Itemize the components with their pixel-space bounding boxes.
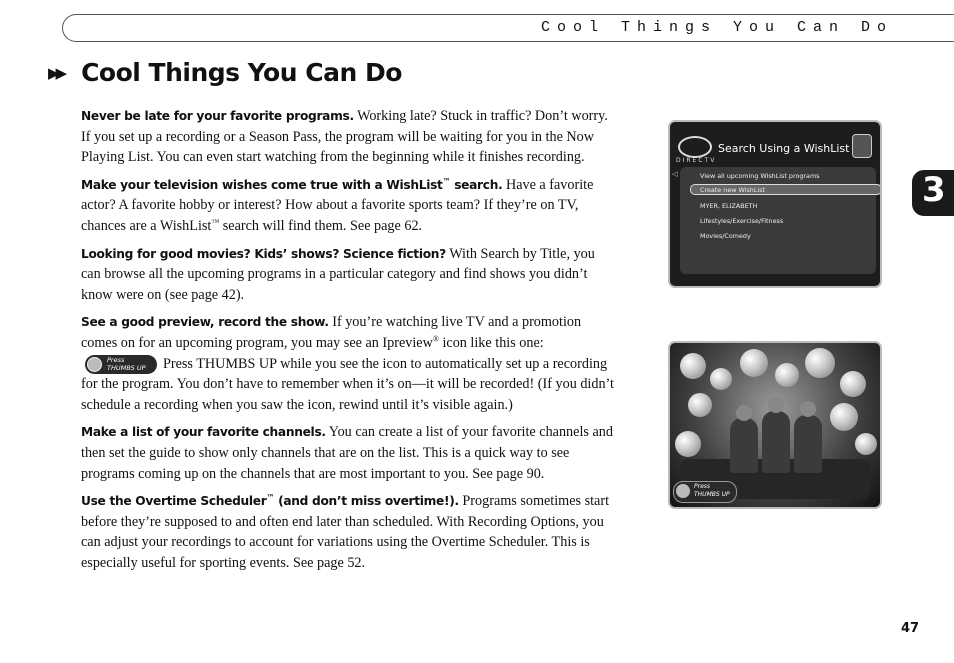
paragraph-lead: Looking for good movies? Kids’ shows? Science fiction?: [81, 246, 446, 261]
thumbs-up-ipreview-icon: [85, 355, 157, 374]
bubble: [775, 363, 799, 387]
paragraph-overtime: [81, 491, 616, 573]
menu-item: View all upcoming WishList programs: [700, 172, 820, 180]
registered-symbol: ®: [432, 334, 439, 344]
paragraph-programs: [81, 106, 616, 168]
trademark-symbol: ™: [442, 176, 451, 186]
trademark-symbol: ™: [266, 493, 275, 503]
icon-label: THUMBS UP: [107, 363, 146, 372]
brand-label: DIRECTV: [676, 157, 717, 164]
paragraph-lead: Make a list of your favorite channels.: [81, 425, 326, 440]
bubble: [680, 353, 706, 379]
bubble: [830, 403, 858, 431]
bubble: [855, 433, 877, 455]
person: [794, 415, 822, 473]
lead-part: Make your television wishes come true with a WishList: [81, 177, 443, 192]
body-text: [81, 106, 616, 580]
ipreview-screenshot: [668, 341, 882, 509]
paragraph-movies: [81, 244, 616, 306]
paragraph-lead: [81, 494, 459, 508]
thumbs-up-icon: [87, 357, 102, 372]
title-row: [48, 58, 402, 87]
running-header-title: Cool Things You Can Do: [540, 19, 893, 36]
thumbs-up-icon: [676, 484, 690, 498]
icon-label: Press: [694, 483, 711, 490]
lead-part: (and don’t miss overtime!).: [274, 494, 459, 509]
paragraph-text: Have a favorite actor? A favorite hobby or interest? How about a favorite sports team? If they’re on TV, chances are a WishList: [81, 176, 594, 234]
paragraph-lead: Never be late for your favorite programs.: [81, 109, 354, 123]
person-head: [800, 401, 816, 417]
paragraph-text: icon like this one:: [438, 334, 544, 351]
directv-logo-icon: [678, 136, 712, 158]
bubble: [740, 349, 768, 377]
paragraph-text: Working late? Stuck in traffic? Don’t worry. If you set up a recording or a Season Pass, the program will be waiting for you in the Now Playing List. You can even start watching from the beginning while it finishes recording.: [81, 108, 608, 166]
paragraph-preview: [81, 312, 616, 415]
page-number: 47: [901, 621, 920, 636]
menu-item: Lifestyles/Exercise/Fitness: [700, 217, 784, 225]
screen-title: Search Using a WishList: [718, 142, 850, 155]
paragraph-text: Programs sometimes start before they’re supposed to and often end later than scheduled. With Recording Options, you can adjust your recordings to account for variations using the Overtime Scheduler. This is especially useful for sporting events. See page 52.: [81, 493, 610, 571]
wishlist-screenshot: [668, 120, 882, 288]
thumbs-up-ipreview-icon: [673, 481, 737, 503]
trademark-symbol: ™: [211, 217, 220, 227]
menu-item: Movies/Comedy: [700, 232, 751, 240]
person-head: [736, 405, 752, 421]
paragraph-text: You can create a list of your favorite channels and then set the guide to show only channels that are on the list. This is a quick way to see programs coming up on the channels that are most important to you. See page 90.: [81, 424, 613, 482]
icon-label: Press: [107, 355, 125, 364]
menu-item-selected: Create new WishList: [700, 186, 766, 194]
fast-forward-icon: ▶▶: [48, 63, 64, 82]
icon-label: THUMBS UP: [694, 491, 730, 498]
bubble: [688, 393, 712, 417]
left-arrow-icon: ◁: [672, 170, 678, 178]
lead-part: search.: [450, 177, 503, 192]
paragraph-lead: See a good preview, record the show.: [81, 315, 329, 330]
bubble: [675, 431, 701, 457]
person-head: [768, 397, 784, 413]
person: [762, 411, 790, 473]
running-header: [62, 14, 954, 42]
bubble: [840, 371, 866, 397]
bubble: [805, 348, 835, 378]
paragraph-lead: [81, 178, 502, 192]
person: [730, 418, 758, 473]
menu-item: MYER, ELIZABETH: [700, 202, 758, 210]
paragraph-text: With Search by Title, you can browse all the upcoming programs in a particular category and find shows you didn’t know were on (see page 42).: [81, 245, 595, 303]
paragraph-channels: [81, 422, 616, 484]
paragraph-text: search will find them. See page 62.: [219, 217, 423, 234]
paragraph-text: If you’re watching live TV and a promotion comes on for an upcoming program, you may see an Ipreview: [81, 314, 582, 351]
chapter-tab: [912, 170, 954, 216]
paragraph-wishlist: [81, 175, 616, 237]
paragraph-text: Press THUMBS UP while you see the icon to automatically set up a recording for the program. You don’t have to remember when it’s on—it will be recorded! (If you didn’t schedule a recording when you saw the icon, rewind until it’s visible again.): [81, 355, 614, 413]
lead-part: Use the Overtime Scheduler: [81, 494, 267, 509]
page-title: Cool Things You Can Do: [81, 58, 402, 87]
tivo-mascot-icon: [852, 134, 872, 158]
chapter-number: 3: [922, 170, 946, 210]
bubble: [710, 368, 732, 390]
